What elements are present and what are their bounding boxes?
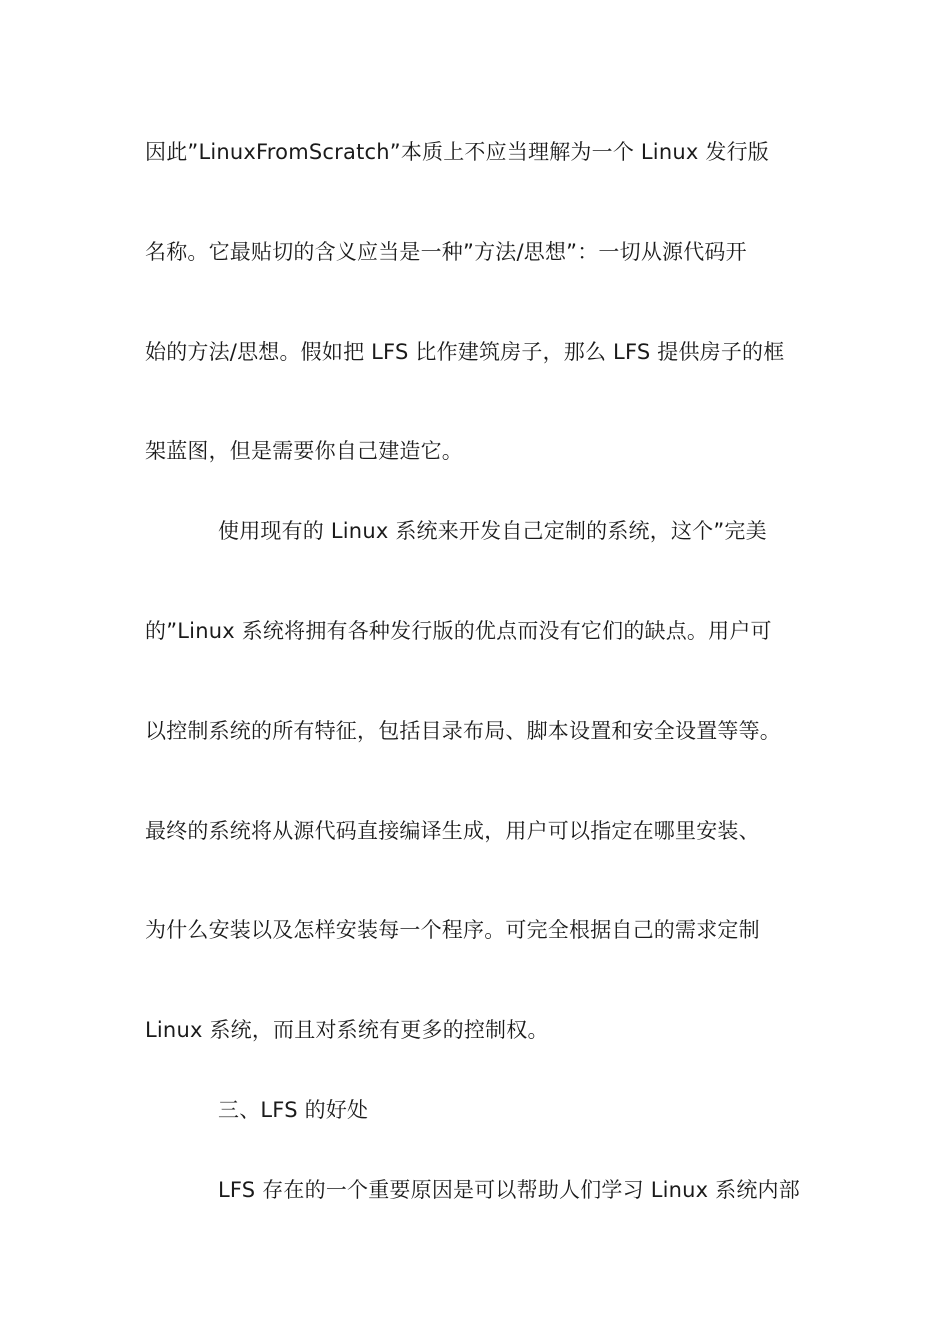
text-line: 为什么安装以及怎样安装每一个程序。可完全根据自己的需求定制 xyxy=(145,918,760,942)
section-heading: 三、LFS 的好处 xyxy=(218,1098,369,1122)
text-line: 因此”LinuxFromScratch”本质上不应当理解为一个 Linux 发行版 xyxy=(145,140,769,164)
text-line: 的”Linux 系统将拥有各种发行版的优点而没有它们的缺点。用户可 xyxy=(145,619,772,643)
text-line: 以控制系统的所有特征，包括目录布局、脚本设置和安全设置等等。 xyxy=(145,719,781,743)
text-line: 名称。它最贴切的含义应当是一种”方法/思想”：一切从源代码开 xyxy=(145,240,747,264)
text-line: Linux 系统，而且对系统有更多的控制权。 xyxy=(145,1018,549,1042)
paragraph-start-line: LFS 存在的一个重要原因是可以帮助人们学习 Linux 系统内部 xyxy=(218,1178,800,1202)
text-line: 始的方法/思想。假如把 LFS 比作建筑房子，那么 LFS 提供房子的框 xyxy=(145,340,785,364)
text-line: 最终的系统将从源代码直接编译生成，用户可以指定在哪里安装、 xyxy=(145,819,760,843)
paragraph-start-line: 使用现有的 Linux 系统来开发自己定制的系统，这个”完美 xyxy=(218,519,767,543)
text-line: 架蓝图，但是需要你自己建造它。 xyxy=(145,439,463,463)
